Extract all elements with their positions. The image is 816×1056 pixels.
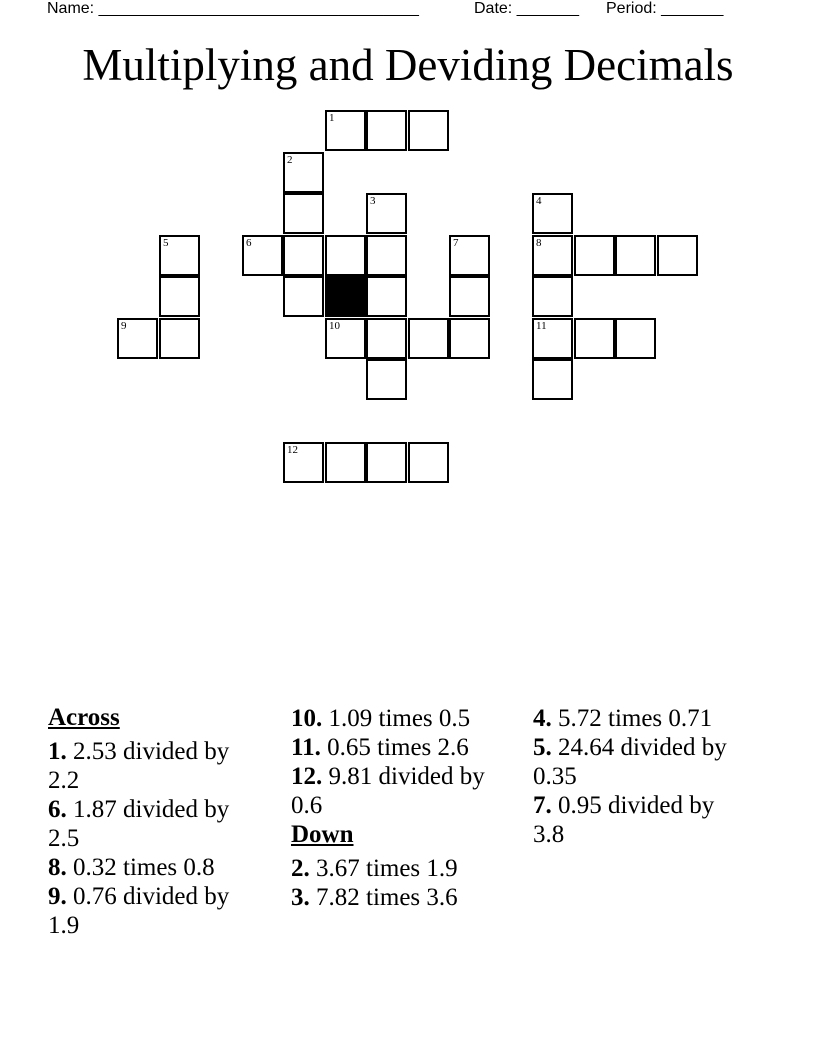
- grid-cell[interactable]: [366, 276, 407, 317]
- clue-down-4: 4. 5.72 times 0.71: [533, 705, 713, 732]
- grid-cell-numbered[interactable]: [532, 235, 573, 276]
- grid-cell-numbered[interactable]: [159, 235, 200, 276]
- grid-cell[interactable]: [366, 235, 407, 276]
- cell-number: 9: [121, 320, 127, 332]
- grid-cell[interactable]: [325, 442, 366, 483]
- grid-cell-numbered[interactable]: [532, 318, 573, 359]
- grid-cell-numbered[interactable]: [449, 235, 490, 276]
- clue-across-1: 1. 2.53 divided by 2.2: [48, 738, 230, 794]
- grid-cell[interactable]: [532, 276, 573, 317]
- clue-across-8: 8. 0.32 times 0.8: [48, 854, 215, 881]
- grid-cell-numbered[interactable]: [283, 442, 324, 483]
- period-field[interactable]: Period: _______: [606, 0, 724, 17]
- grid-cell[interactable]: [449, 318, 490, 359]
- clue-across-9: 9. 0.76 divided by 1.9: [48, 883, 230, 939]
- page-title: Multiplying and Deviding Decimals: [82, 40, 734, 90]
- clue-across-11: 11. 0.65 times 2.6: [291, 734, 469, 761]
- clue-down-2: 2. 3.67 times 1.9: [291, 855, 458, 882]
- cell-number: 6: [246, 237, 252, 249]
- clue-down-5: 5. 24.64 divided by 0.35: [533, 734, 727, 790]
- cell-number: 5: [163, 237, 169, 249]
- grid-cell[interactable]: [159, 318, 200, 359]
- grid-cell[interactable]: [283, 276, 324, 317]
- clue-down-3: 3. 7.82 times 3.6: [291, 884, 458, 911]
- cell-number: 12: [287, 444, 298, 456]
- cell-number: 10: [329, 320, 340, 332]
- cell-number: 11: [536, 320, 547, 332]
- clues-column-1: [48, 703, 263, 940]
- grid-cell[interactable]: [408, 442, 449, 483]
- grid-cell[interactable]: [159, 276, 200, 317]
- grid-cell[interactable]: [366, 442, 407, 483]
- cell-number: 8: [536, 237, 542, 249]
- grid-cell[interactable]: [657, 235, 698, 276]
- clue-across-6: 6. 1.87 divided by 2.5: [48, 796, 230, 852]
- grid-cell[interactable]: [325, 235, 366, 276]
- grid-cell-numbered[interactable]: [325, 110, 366, 151]
- grid-cell-numbered[interactable]: [325, 318, 366, 359]
- grid-cell[interactable]: [615, 235, 656, 276]
- grid-cell-numbered[interactable]: [366, 193, 407, 234]
- grid-cell-numbered[interactable]: [117, 318, 158, 359]
- grid-cell[interactable]: [574, 235, 615, 276]
- name-field[interactable]: Name: ____________________________________: [47, 0, 419, 17]
- grid-cell[interactable]: [366, 318, 407, 359]
- grid-cell[interactable]: [574, 318, 615, 359]
- grid-cell[interactable]: [283, 193, 324, 234]
- cell-number: 4: [536, 195, 542, 207]
- clues-column-2: [291, 704, 506, 912]
- grid-cell[interactable]: [532, 359, 573, 400]
- clues-column-3: [533, 704, 733, 849]
- cell-number: 3: [370, 195, 376, 207]
- grid-cell[interactable]: [366, 359, 407, 400]
- grid-cell[interactable]: [615, 318, 656, 359]
- cell-number: 1: [329, 112, 335, 124]
- grid-cell-numbered[interactable]: [532, 193, 573, 234]
- cell-number: 7: [453, 237, 459, 249]
- grid-cell[interactable]: [283, 235, 324, 276]
- grid-cell-numbered[interactable]: [242, 235, 283, 276]
- clue-across-12: 12. 9.81 divided by 0.6: [291, 763, 485, 819]
- date-field[interactable]: Date: _______: [474, 0, 579, 17]
- grid-cell[interactable]: [449, 276, 490, 317]
- grid-cell-numbered[interactable]: [283, 152, 324, 193]
- across-heading: Across: [48, 704, 120, 731]
- clue-down-7: 7. 0.95 divided by 3.8: [533, 792, 715, 848]
- grid-cell[interactable]: [408, 318, 449, 359]
- clue-across-10: 10. 1.09 times 0.5: [291, 705, 471, 732]
- down-heading: Down: [291, 821, 354, 848]
- grid-cell[interactable]: [408, 110, 449, 151]
- cell-number: 2: [287, 154, 293, 166]
- crossword-grid: [0, 0, 816, 500]
- grid-cell[interactable]: [366, 110, 407, 151]
- black-cell: [325, 276, 366, 317]
